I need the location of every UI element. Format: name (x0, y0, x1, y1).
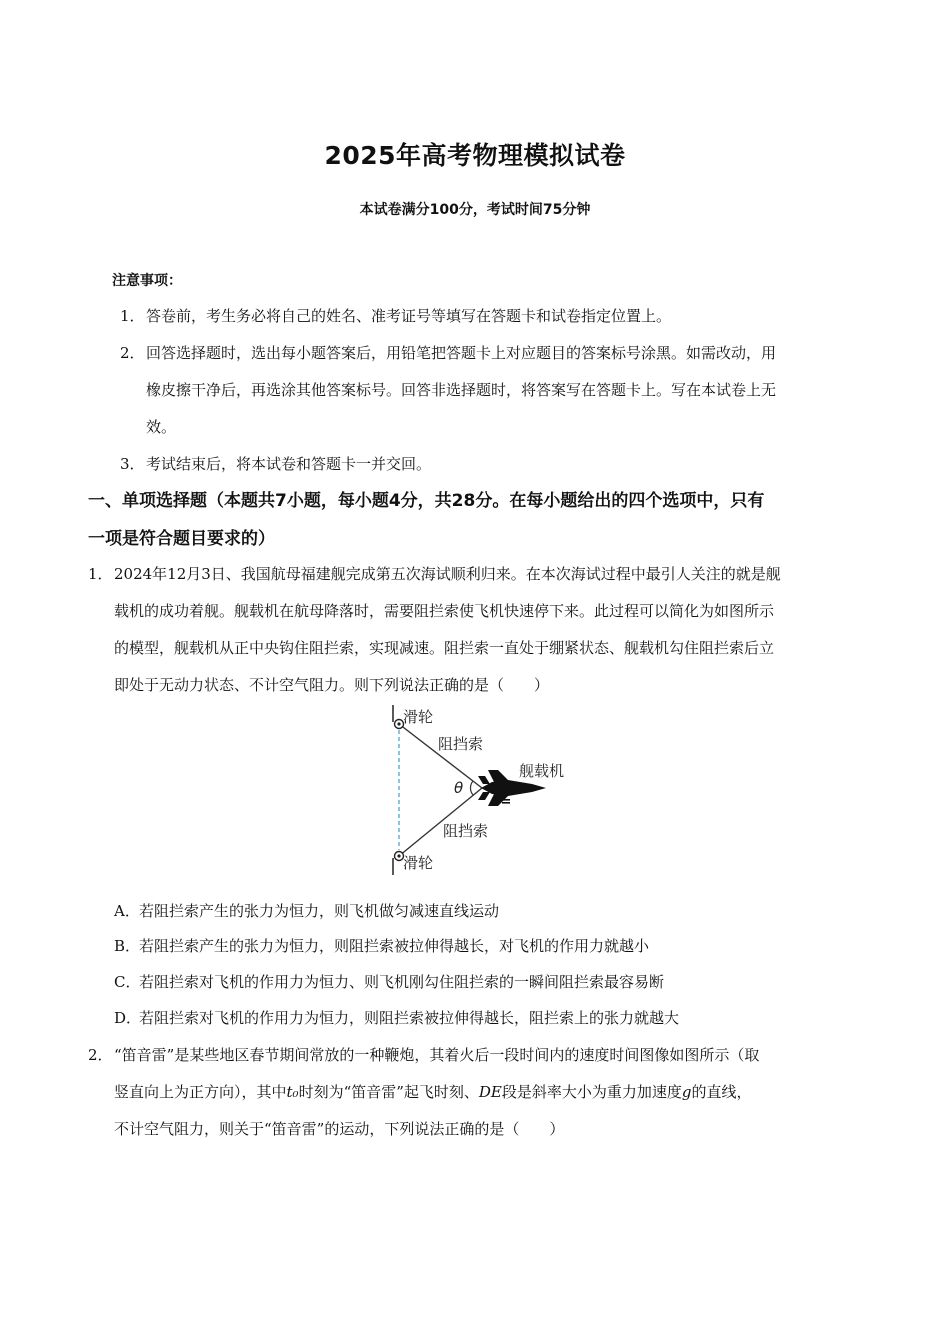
gravity-symbol: g (681, 1083, 692, 1101)
option-c-text: 若阻拦索对飞机的作用力为恒力、则飞机刚勾住阻拦索的一瞬间阻拦索最容易断 (139, 973, 665, 991)
t0-symbol: t₀ (286, 1083, 299, 1101)
exam-subtitle: 本试卷满分100分，考试时间75分钟 (359, 202, 591, 218)
rope-top-label: 阻挡索 (438, 735, 484, 753)
question-2-line-2-part-1: 竖直向上为正方向），其中 (114, 1083, 287, 1101)
angle-theta-label: θ (454, 779, 464, 797)
question-2-number: 2． (88, 1046, 113, 1064)
option-b-label: B． (114, 937, 141, 955)
notice-item-3-number: 3． (120, 455, 145, 473)
rope-top-line (399, 724, 482, 788)
option-d-text: 若阻拦索对飞机的作用力为恒力，则阻拦索被拉伸得越长，阻拦索上的张力就越大 (139, 1009, 680, 1027)
question-1-line-4: 即处于无动力状态、不计空气阻力。则下列说法正确的是（ ） (114, 676, 550, 694)
question-2-line-2-part-2: 时刻为“笛音雷”起飞时刻、 (298, 1083, 479, 1101)
option-c-label: C． (114, 973, 141, 991)
option-b-text: 若阻拦索产生的张力为恒力，则阻拦索被拉伸得越长，对飞机的作用力就越小 (139, 937, 650, 955)
notice-item-2-line-2: 橡皮擦干净后，再选涂其他答案标号。回答非选择题时，将答案写在答题卡上。写在本试卷上无 (146, 381, 777, 399)
notice-item-1-text: 答卷前，考生务必将自己的姓名、准考证号等填写在答题卡和试卷指定位置上。 (146, 307, 672, 325)
notice-heading: 注意事项： (112, 273, 182, 289)
option-a-text: 若阻拦索产生的张力为恒力，则飞机做匀减速直线运动 (139, 902, 500, 920)
section-heading-line-1: 一、单项选择题（本题共7小题，每小题4分，共28分。在每小题给出的四个选项中，只有 (88, 491, 765, 511)
option-d-label: D． (114, 1009, 142, 1027)
notice-item-1-number: 1． (120, 307, 145, 325)
question-2-line-2-part-3: 段是斜率大小为重力加速度 (501, 1083, 682, 1101)
option-a-label: A． (114, 902, 140, 920)
question-2-line-3: 不计空气阻力，则关于“笛音雷”的运动，下列说法正确的是（ ） (114, 1120, 565, 1138)
question-1-number: 1． (88, 565, 113, 583)
question-1-line-3: 的模型，舰载机从正中央钩住阻拦索，实现减速。阻拦索一直处于绷紧状态、舰载机勾住阻拦索后立 (114, 639, 775, 657)
de-segment-symbol: DE (478, 1083, 502, 1101)
notice-item-2-line-3: 效。 (146, 418, 177, 436)
question-1-line-1: 2024年12月3日、我国航母福建舰完成第五次海试顺利归来。在本次海试过程中最引人关注的就是舰 (114, 565, 781, 583)
question-2-line-2 (114, 1081, 752, 1102)
pulley-top-label: 滑轮 (403, 708, 434, 726)
page-title: 2025年高考物理模拟试卷 (324, 141, 626, 170)
arresting-cable-diagram (360, 700, 600, 880)
notice-item-2-number: 2． (120, 344, 145, 362)
section-heading-line-2: 一项是符合题目要求的） (88, 529, 275, 549)
aircraft-label: 舰载机 (519, 762, 565, 780)
pulley-bottom-label: 滑轮 (403, 854, 434, 872)
question-2-line-1: “笛音雷”是某些地区春节期间常放的一种鞭炮，其着火后一段时间内的速度时间图像如图所示（取 (114, 1046, 760, 1064)
question-1-line-2: 载机的成功着舰。舰载机在航母降落时，需要阻拦索使飞机快速停下来。此过程可以简化为如图所示 (114, 602, 775, 620)
notice-item-3-text: 考试结束后，将本试卷和答题卡一并交回。 (146, 455, 432, 473)
question-2-line-2-part-4: 的直线， (691, 1083, 752, 1101)
rope-bottom-label: 阻挡索 (443, 822, 489, 840)
notice-item-2-line-1: 回答选择题时，选出每小题答案后，用铅笔把答题卡上对应题目的答案标号涂黑。如需改动，用 (146, 344, 777, 362)
